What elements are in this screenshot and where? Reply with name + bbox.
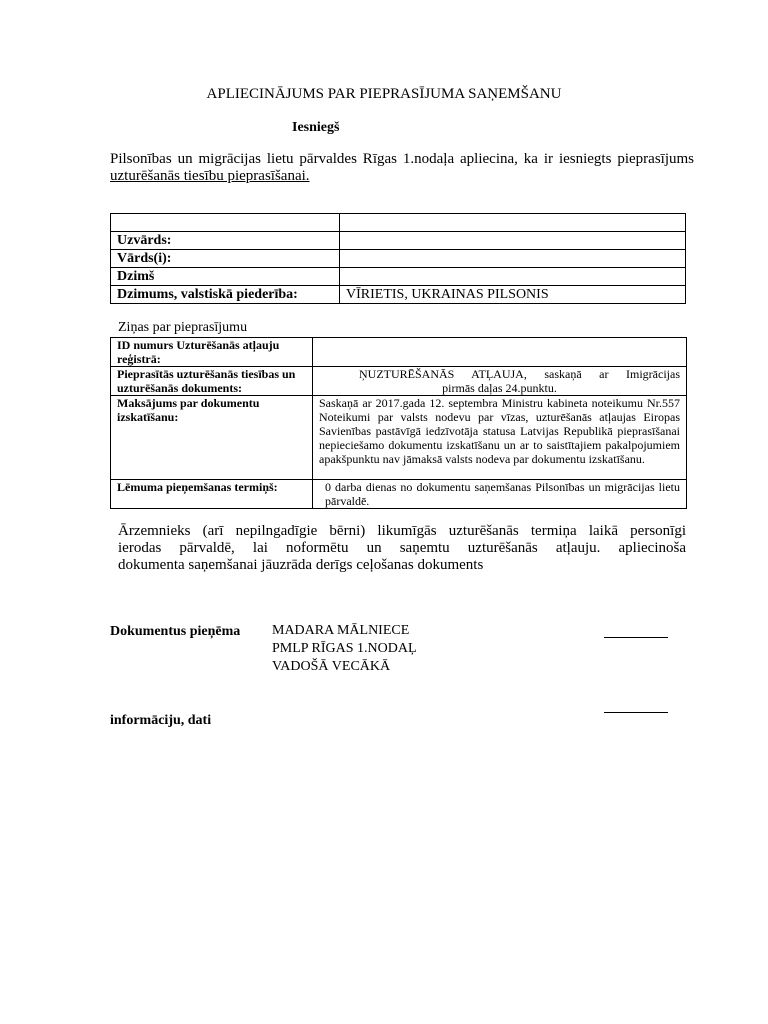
accepted-by-name: MADARA MĀLNIECE: [272, 623, 410, 638]
payment-label: Maksājums par dokumentu izskatīšanu:: [111, 396, 313, 480]
id-number-label: ID numurs Uzturēšanās atļauju reģistrā:: [111, 338, 313, 367]
birth-label: Dzimš: [111, 268, 340, 286]
person-label: [111, 214, 340, 232]
id-number-value: [313, 338, 687, 367]
table-row: [111, 286, 686, 304]
gender-nationality-value: VĪRIETIS, UKRAINAS PILSONIS: [340, 286, 686, 304]
table-row: [111, 338, 687, 367]
decision-term-value: 0 darba dienas no dokumentu saņemšanas Pilsonības un migrācijas lietu pārvaldē.: [313, 480, 687, 509]
intro-line-2: uzturēšanās tiesību pieprasīšanai.: [110, 168, 310, 184]
table-row: [111, 268, 686, 286]
request-section-title: Ziņas par pieprasījumu: [118, 320, 248, 335]
notice-line-1: Ārzemnieks (arī nepilngadīgie bērni) likumīgās uzturēšanās termiņa laikā personīgi: [118, 523, 686, 539]
person-table: [110, 213, 686, 304]
notice-line-3: dokumenta saņemšanai jāuzrāda derīgs ceļošanas dokuments: [118, 557, 484, 573]
requested-rights-value: [313, 367, 687, 396]
table-row: [111, 214, 686, 232]
accepted-by-block: [272, 622, 417, 676]
surname-label: Uzvārds:: [111, 232, 340, 250]
requested-rights-line-2: pirmās daļas 24.punktu.: [442, 381, 557, 395]
notice-paragraph: [118, 523, 686, 574]
info-label: informāciju, dati: [110, 713, 212, 728]
birth-value: [340, 268, 686, 286]
person-value: [340, 214, 686, 232]
notice-line-2: ierodas pārvaldē, lai noformētu un saņemtu uzturēšanās atļauju. apliecinoša: [118, 540, 686, 556]
given-name-value: [340, 250, 686, 268]
accepted-by-label: Dokumentus pieņēma: [110, 624, 241, 639]
table-row: [111, 367, 687, 396]
decision-term-label: Lēmuma pieņemšanas termiņš:: [111, 480, 313, 509]
table-row: [111, 232, 686, 250]
table-row: [111, 480, 687, 509]
accepted-by-role: VADOŠĀ VECĀKĀ: [272, 659, 391, 674]
intro-paragraph: [110, 151, 694, 185]
table-row: [111, 250, 686, 268]
requested-rights-line-1: ŅUZTURĒŠANĀS ATĻAUJA, saskaņā ar Imigrācijas: [359, 367, 680, 381]
request-table: [110, 337, 687, 509]
document-subtitle: Iesniegš: [292, 120, 340, 135]
surname-value: [340, 232, 686, 250]
table-row: [111, 396, 687, 480]
gender-nationality-label: Dzimums, valstiskā piederība:: [111, 286, 340, 304]
document-title: APLIECINĀJUMS PAR PIEPRASĪJUMA SAŅEMŠANU: [206, 86, 562, 102]
payment-value: Saskaņā ar 2017.gada 12. septembra Ministru kabineta noteikumu Nr.557 Noteikumi par valsts nodevu par vīzas, uzturēšanās atļaujas Eiropas Savienības pastāvīgā iedzīvotāja statusa Latvijas Republikā pieprasīšanai nepieciešamo dokumentu izskatīšanu un ar to saistītajiem pakalpojumiem apakšpunktu nav jāmaksā valsts nodeva par dokumentu izskatīšanu.: [313, 396, 687, 480]
intro-line-1: Pilsonības un migrācijas lietu pārvaldes Rīgas 1.nodaļa apliecina, ka ir iesniegts pieprasījums: [110, 151, 694, 167]
signature-line: [604, 637, 668, 638]
requested-rights-label: Pieprasītās uzturēšanās tiesības un uzturēšanās dokuments:: [111, 367, 313, 396]
accepted-by-department: PMLP RĪGAS 1.NODAĻ: [272, 641, 417, 656]
signature-line: [604, 712, 668, 713]
given-name-label: Vārds(i):: [111, 250, 340, 268]
